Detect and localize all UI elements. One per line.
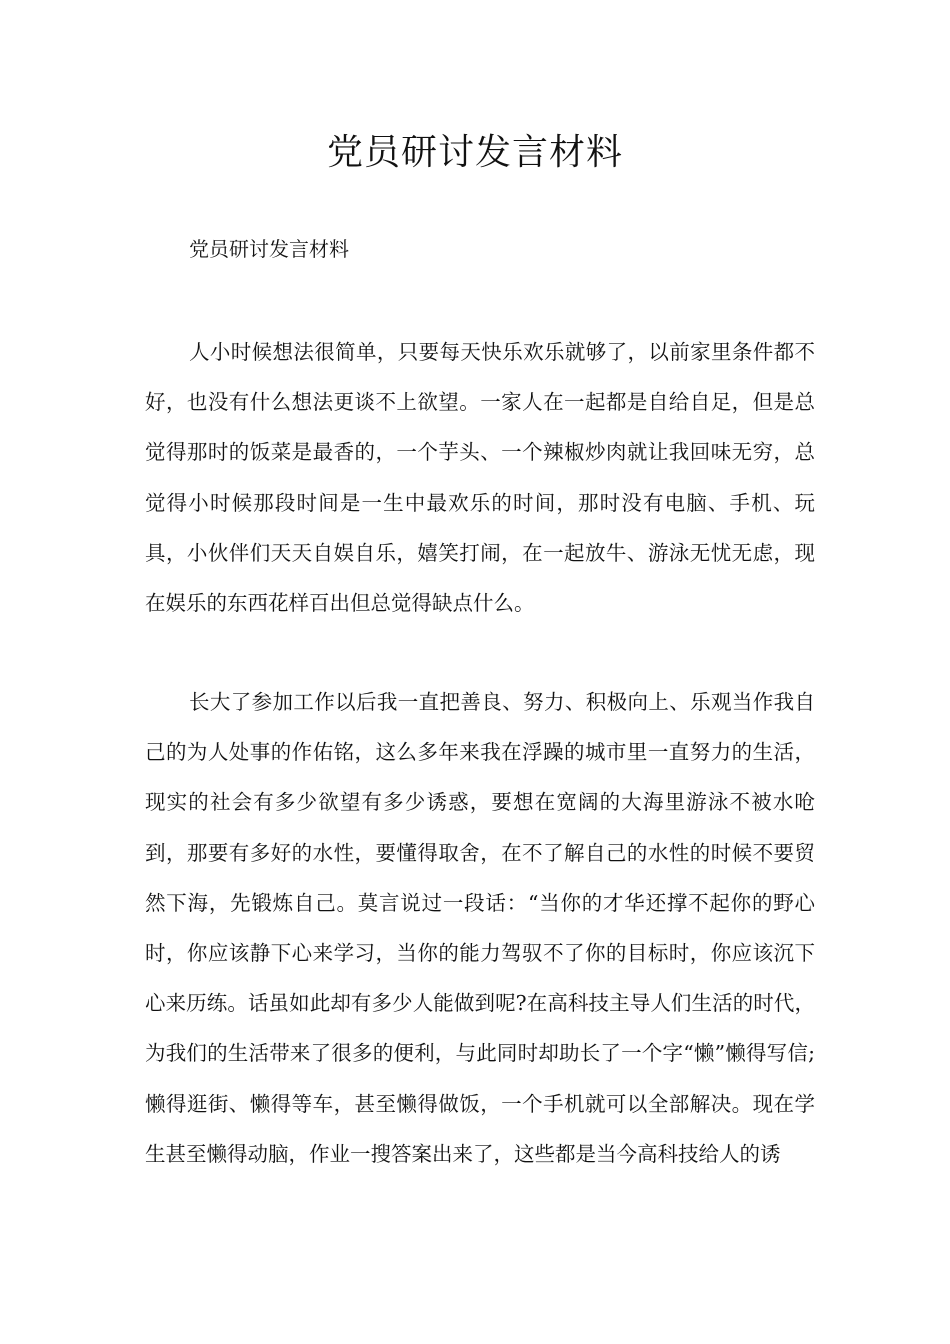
paragraph-1: 人小时候想法很简单，只要每天快乐欢乐就够了，以前家里条件都不好，也没有什么想法更谈不上欲望。一家人在一起都是自给自足，但是总觉得那时的饭菜是最香的，一个芋头、一个辣椒炒肉就让我回味无穷，总觉得小时候那段时间是一生中最欢乐的时间，那时没有电脑、手机、玩具，小伙伴们天天自娱自乐，嬉笑打闹，在一起放牛、游泳无忧无虑，现在娱乐的东西花样百出但总觉得缺点什么。 xyxy=(145,340,815,616)
document-subtitle: 党员研讨发言材料 xyxy=(189,237,349,261)
document-title: 党员研讨发言材料 xyxy=(326,132,623,173)
paragraph-2: 长大了参加工作以后我一直把善良、努力、积极向上、乐观当作我自己的为人处事的作佑铭，这么多年来我在浮躁的城市里一直努力的生活，现实的社会有多少欲望有多少诱惑，要想在宽阔的大海里游泳不被水呛到，那要有多好的水性，要懂得取舍，在不了解自己的水性的时候不要贸然下海，先锻炼自己。莫言说过一段话：“当你的才华还撑不起你的野心时，你应该静下心来学习，当你的能力驾驭不了你的目标时，你应该沉下心来历练。话虽如此却有多少人能做到呢?在高科技主导人们生活的时代，为我们的生活带来了很多的便利，与此同时却助长了一个字“懒”懒得写信;懒得逛街、懒得等车，甚至懒得做饭，一个手机就可以全部解决。现在学生甚至懒得动脑，作业一搜答案出来了，这些都是当今高科技给人的诱 xyxy=(145,690,815,1166)
